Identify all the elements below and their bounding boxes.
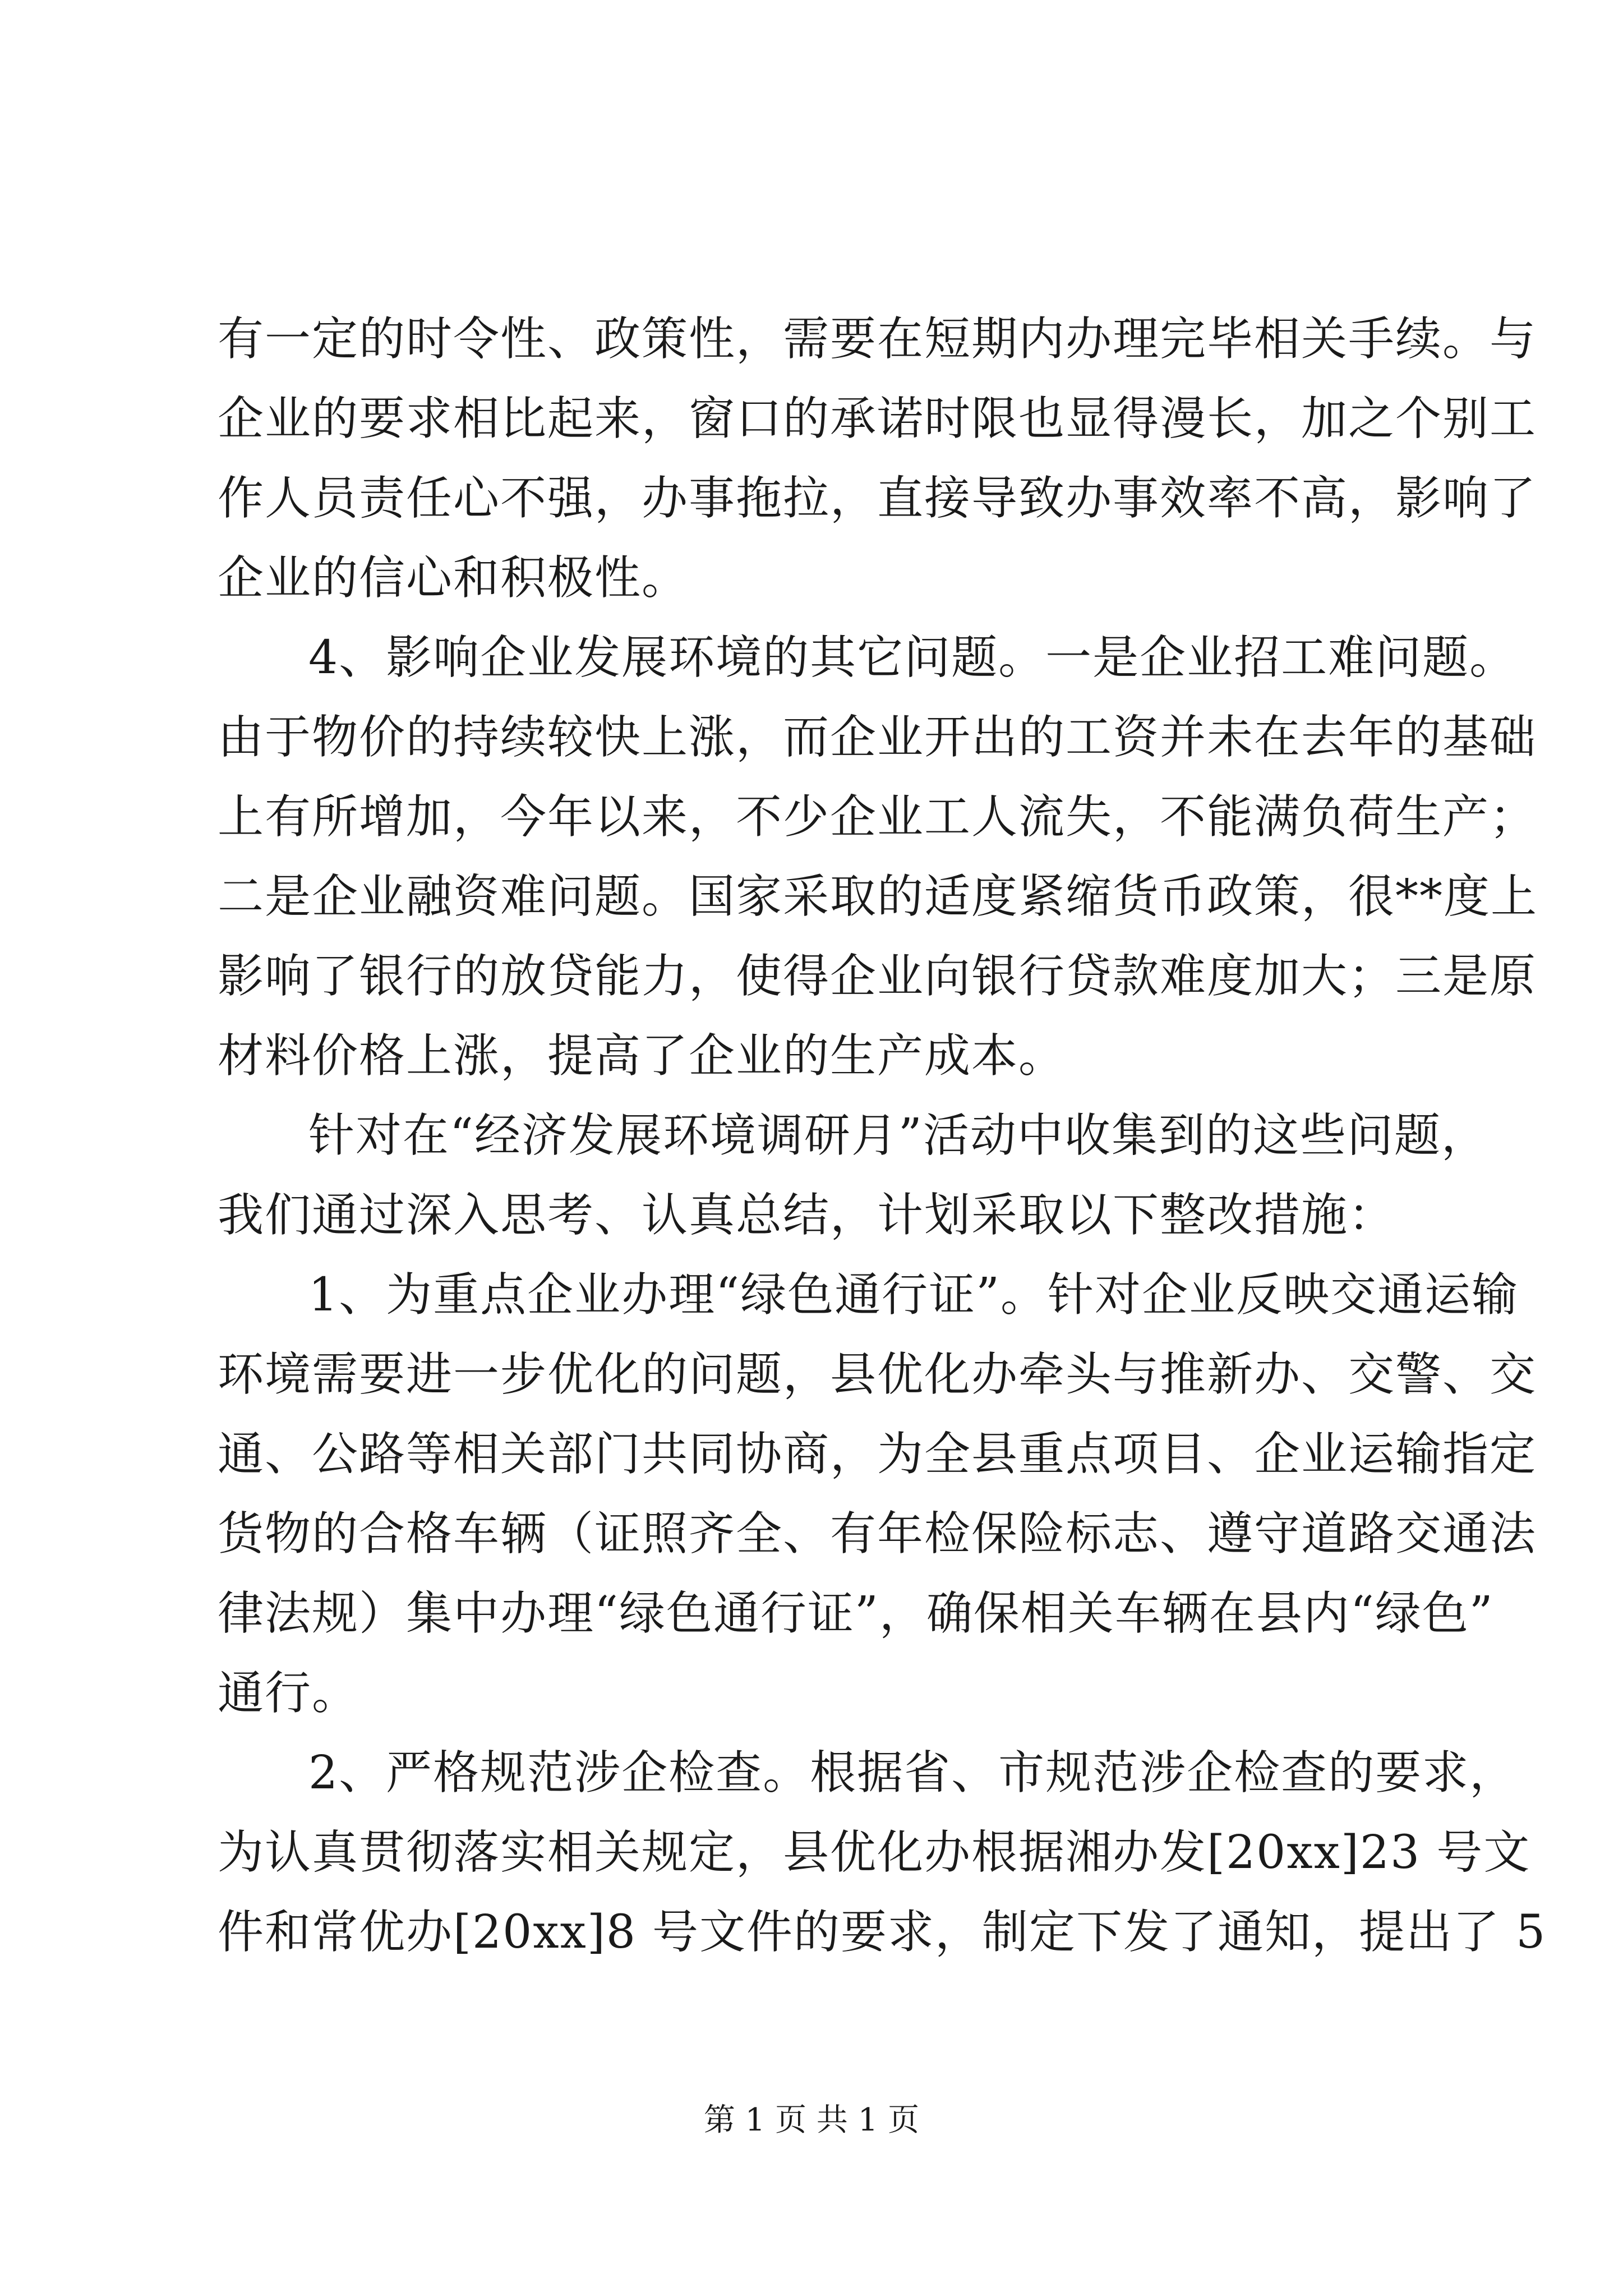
text-line: 影响了银行的放贷能力，使得企业向银行贷款难度加大；三是原 xyxy=(218,950,1537,1003)
text-line: 律法规）集中办理“绿色通行证”，确保相关车辆在县内“绿色” xyxy=(218,1587,1494,1640)
text-line: 企业的信心和积极性。 xyxy=(218,551,689,605)
paragraph-start-line: 针对在“经济发展环境调研月”活动中收集到的这些问题， xyxy=(308,1109,1488,1162)
text-line: 货物的合格车辆（证照齐全、有年检保险标志、遵守道路交通法 xyxy=(218,1507,1537,1561)
text-line: 为认真贯彻落实相关规定，县优化办根据湘办发[20xx]23 号文 xyxy=(218,1826,1531,1879)
text-line: 材料价格上涨，提高了企业的生产成本。 xyxy=(218,1029,1066,1083)
text-line: 件和常优办[20xx]8 号文件的要求，制定下发了通知，提出了 5 xyxy=(218,1906,1547,1959)
text-line: 我们通过深入思考、认真总结，计划采取以下整改措施： xyxy=(218,1189,1396,1242)
text-line: 通、公路等相关部门共同协商，为全县重点项目、企业运输指定 xyxy=(218,1428,1537,1481)
paragraph-start-line: 1、为重点企业办理“绿色通行证”。针对企业反映交通运输 xyxy=(308,1268,1519,1322)
text-line: 由于物价的持续较快上涨，而企业开出的工资并未在去年的基础 xyxy=(218,711,1537,764)
text-line: 二是企业融资难问题。国家采取的适度紧缩货币政策，很**度上 xyxy=(218,870,1538,923)
page-number-footer: 第 1 页 共 1 页 xyxy=(703,2102,920,2138)
text-line: 企业的要求相比起来，窗口的承诺时限也显得漫长，加之个别工 xyxy=(218,392,1537,445)
text-line: 上有所增加，今年以来，不少企业工人流失，不能满负荷生产； xyxy=(218,790,1537,844)
paragraph-start-line: 2、严格规范涉企检查。根据省、市规范涉企检查的要求， xyxy=(308,1746,1517,1800)
text-line: 环境需要进一步优化的问题，县优化办牵头与推新办、交警、交 xyxy=(218,1348,1537,1401)
paragraph-start-line: 4、影响企业发展环境的其它问题。一是企业招工难问题。 xyxy=(308,631,1517,684)
text-line: 作人员责任心不强，办事拖拉，直接导致办事效率不高，影响了 xyxy=(218,472,1537,525)
text-line: 通行。 xyxy=(218,1667,359,1720)
text-line: 有一定的时令性、政策性，需要在短期内办理完毕相关手续。与 xyxy=(218,312,1537,366)
